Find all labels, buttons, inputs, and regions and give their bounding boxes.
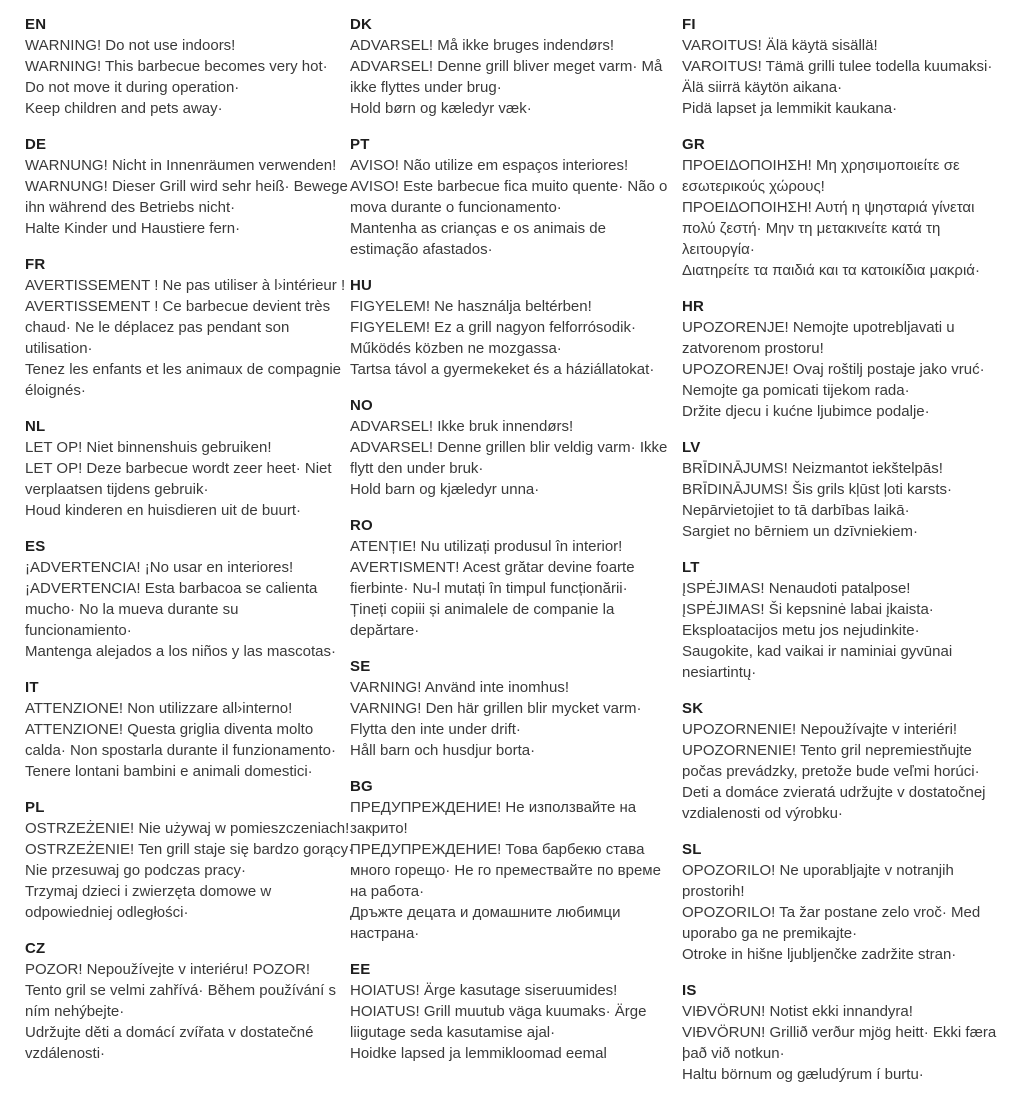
- warning-line: verplaatsen tijdens gebruik·: [25, 481, 209, 498]
- warning-line: ATENȚIE! Nu utilizați produsul în interior!: [350, 538, 623, 555]
- warning-line: Nemojte ga pomicati tijekom rada·: [682, 382, 910, 399]
- language-section-lt: [682, 557, 1007, 683]
- language-code: DE: [25, 136, 47, 153]
- language-section-hu: [350, 275, 682, 380]
- warning-line: Eksploatacijos metu jos nejudinkite·: [682, 622, 920, 639]
- language-section-hr: [682, 296, 1007, 422]
- warning-column-1: [25, 14, 354, 1079]
- warning-line: VIÐVÖRUN! Grillið verður mjög heitt· Ekki færa: [682, 1024, 997, 1041]
- language-code: NO: [350, 397, 373, 414]
- language-section-ro: [350, 515, 682, 641]
- warning-line: depărtare·: [350, 622, 420, 639]
- language-code: NL: [25, 418, 46, 435]
- warning-line: nesiartintų·: [682, 664, 757, 681]
- language-section-fr: [25, 254, 350, 401]
- warning-line: Mantenha as crianças e os animais de: [350, 220, 606, 237]
- warning-line: Udržujte děti a domácí zvířata v dostatečné: [25, 1024, 314, 1041]
- warning-line: WARNUNG! Nicht in Innenräumen verwenden!: [25, 157, 337, 174]
- warning-line: VARNING! Använd inte inomhus!: [350, 679, 569, 696]
- warning-line: ΠΡΟΕΙΔΟΠΟΙΗΣΗ! Αυτή η ψησταριά γίνεται: [682, 199, 975, 216]
- warning-line: vzdálenosti·: [25, 1045, 106, 1062]
- warning-line: éloignés·: [25, 382, 86, 399]
- warning-line: εσωτερικούς χώρους!: [682, 178, 825, 195]
- language-section-is: [682, 980, 1007, 1085]
- language-code: SE: [350, 658, 371, 675]
- warning-line: ¡ADVERTENCIA! ¡No usar en interiores!: [25, 559, 294, 576]
- language-code: SL: [682, 841, 702, 858]
- warning-line: utilisation·: [25, 340, 93, 357]
- warning-line: það við notkun·: [682, 1045, 785, 1062]
- warning-line: ¡ADVERTENCIA! Esta barbacoa se calienta: [25, 580, 318, 597]
- warning-line: Nie przesuwaj go podczas pracy·: [25, 862, 246, 879]
- warning-line: FIGYELEM! Ne használja beltérben!: [350, 298, 592, 315]
- warning-line: много горещо· Не го премествайте по време: [350, 862, 661, 879]
- warning-column-2: [350, 14, 682, 1079]
- warning-line: Hold barn og kjæledyr unna·: [350, 481, 540, 498]
- language-section-sk: [682, 698, 1007, 824]
- language-section-fi: [682, 14, 1007, 119]
- language-code: ES: [25, 538, 46, 555]
- language-section-de: [25, 134, 350, 239]
- warning-line: AVISO! Não utilize em espaços interiores!: [350, 157, 629, 174]
- warning-line: ADVARSEL! Må ikke bruges indendørs!: [350, 37, 615, 54]
- warning-line: AVISO! Este barbecue fica muito quente· Não o: [350, 178, 668, 195]
- warning-line: Nepārvietojiet to tā darbības laikā·: [682, 502, 910, 519]
- warning-line: UPOZORENJE! Nemojte upotrebljavati u: [682, 319, 955, 336]
- warning-line: Halte Kinder und Haustiere fern·: [25, 220, 241, 237]
- language-code: LV: [682, 439, 701, 456]
- language-code: FI: [682, 16, 696, 33]
- language-section-nl: [25, 416, 350, 521]
- warning-line: ADVARSEL! Denne grill bliver meget varm· Må: [350, 58, 663, 75]
- warning-line: chaud· Ne le déplacez pas pendant son: [25, 319, 290, 336]
- warning-line: AVERTISMENT! Acest grătar devine foarte: [350, 559, 635, 576]
- warning-line: uporabo ga ne premikajte·: [682, 925, 858, 942]
- warning-line: OSTRZEŻENIE! Ten grill staje się bardzo gorący·: [25, 841, 354, 858]
- language-code: RO: [350, 517, 373, 534]
- warning-line: ĮSPĖJIMAS! Nenaudoti patalpose!: [682, 580, 911, 597]
- warning-line: ihn während des Betriebs nicht·: [25, 199, 236, 216]
- warning-line: Otroke in hišne ljubljenčke zadržite stran·: [682, 946, 957, 963]
- warning-line: ĮSPĖJIMAS! Ši kepsninė labai įkaista·: [682, 601, 934, 618]
- language-section-no: [350, 395, 682, 500]
- language-code: LT: [682, 559, 700, 576]
- language-code: PT: [350, 136, 370, 153]
- warning-line: Hoidke lapsed ja lemmikloomad eemal: [350, 1045, 607, 1062]
- warning-line: ATTENZIONE! Questa griglia diventa molto: [25, 721, 314, 738]
- warning-line: HOIATUS! Ärge kasutage siseruumides!: [350, 982, 618, 999]
- warning-line: Keep children and pets away·: [25, 100, 223, 117]
- warning-line: ADVARSEL! Ikke bruk innendørs!: [350, 418, 574, 435]
- warning-line: πολύ ζεστή· Μην τη μετακινείτε κατά τη: [682, 220, 941, 237]
- language-section-pl: [25, 797, 354, 923]
- warning-line: UPOZORENJE! Ovaj roštilj postaje jako vruć·: [682, 361, 985, 378]
- language-section-bg: [350, 776, 682, 944]
- warning-line: Tartsa távol a gyermekeket és a háziállatokat·: [350, 361, 655, 378]
- warning-line: odpowiedniej odległości·: [25, 904, 189, 921]
- warning-line: FIGYELEM! Ez a grill nagyon felforrósodik·: [350, 319, 636, 336]
- warning-line: mova durante o funcionamento·: [350, 199, 562, 216]
- language-section-sl: [682, 839, 1007, 965]
- language-code: FR: [25, 256, 46, 273]
- warning-line: ATTENZIONE! Non utilizzare all›interno!: [25, 700, 293, 717]
- warning-line: mucho· No la mueva durante su: [25, 601, 239, 618]
- language-section-pt: [350, 134, 682, 260]
- warning-line: настрана·: [350, 925, 420, 942]
- warning-line: Deti a domáce zvieratá udržujte v dostatočnej: [682, 784, 986, 801]
- warning-line: Hold børn og kæledyr væk·: [350, 100, 532, 117]
- language-code: DK: [350, 16, 373, 33]
- warning-line: ΠΡΟΕΙΔΟΠΟΙΗΣΗ! Μη χρησιμοποιείτε σε: [682, 157, 960, 174]
- warning-line: Дръжте децата и домашните любимци: [350, 904, 621, 921]
- language-code: CZ: [25, 940, 46, 957]
- language-code: IS: [682, 982, 697, 999]
- warning-line: λειτουργία·: [682, 241, 755, 258]
- warning-line: flytt den under bruk·: [350, 460, 484, 477]
- warning-line: Tenez les enfants et les animaux de compagnie: [25, 361, 342, 378]
- warning-line: UPOZORNENIE! Nepoužívajte v interiéri!: [682, 721, 958, 738]
- warning-line: vzdialenosti od výrobku·: [682, 805, 843, 822]
- language-section-en: [25, 14, 350, 119]
- warning-line: WARNUNG! Dieser Grill wird sehr heiß· Bewege: [25, 178, 348, 195]
- warning-line: POZOR! Nepoužívejte v interiéru! POZOR!: [25, 961, 311, 978]
- warning-line: Pidä lapset ja lemmikit kaukana·: [682, 100, 898, 117]
- warning-line: Houd kinderen en huisdieren uit de buurt·: [25, 502, 302, 519]
- language-section-it: [25, 677, 350, 782]
- warning-line: Țineți copiii și animalele de companie la: [350, 601, 615, 618]
- warning-line: Tenere lontani bambini e animali domestici·: [25, 763, 313, 780]
- warning-line: OPOZORILO! Ne uporabljajte v notranjih: [682, 862, 954, 879]
- warning-line: Älä siirrä käytön aikana·: [682, 79, 843, 96]
- warning-line: prostorih!: [682, 883, 745, 900]
- warning-line: BRĪDINĀJUMS! Neizmantot iekštelpās!: [682, 460, 943, 477]
- language-section-lv: [682, 437, 1007, 542]
- warning-line: Működés közben ne mozgassa·: [350, 340, 562, 357]
- warning-line: закрито!: [350, 820, 408, 837]
- language-code: GR: [682, 136, 705, 153]
- warning-line: ПРЕДУПРЕЖДЕНИЕ! Това барбекю става: [350, 841, 645, 858]
- warning-line: VIÐVÖRUN! Notist ekki innandyra!: [682, 1003, 913, 1020]
- warning-line: Haltu börnum og gæludýrum í burtu·: [682, 1066, 924, 1083]
- warning-line: ПРЕДУПРЕЖДЕНИЕ! Не използвайте на: [350, 799, 637, 816]
- warning-line: VAROITUS! Tämä grilli tulee todella kuumaksi·: [682, 58, 993, 75]
- warning-column-3: [682, 14, 1007, 1100]
- language-code: IT: [25, 679, 39, 696]
- warning-line: ADVARSEL! Denne grillen blir veldig varm· Ikke: [350, 439, 668, 456]
- warning-line: Do not move it during operation·: [25, 79, 240, 96]
- language-code: SK: [682, 700, 704, 717]
- warning-line: OSTRZEŻENIE! Nie używaj w pomieszczeniach!: [25, 820, 350, 837]
- warning-line: estimação afastados·: [350, 241, 493, 258]
- warning-line: VAROITUS! Älä käytä sisällä!: [682, 37, 878, 54]
- warning-line: Flytta den inte under drift·: [350, 721, 521, 738]
- warning-line: Saugokite, kad vaikai ir naminiai gyvūnai: [682, 643, 953, 660]
- language-section-cz: [25, 938, 350, 1064]
- warning-line: funcionamiento·: [25, 622, 132, 639]
- warning-line: на работа·: [350, 883, 425, 900]
- language-code: HR: [682, 298, 705, 315]
- language-code: EN: [25, 16, 47, 33]
- warning-line: Držite djecu i kućne ljubimce podalje·: [682, 403, 930, 420]
- warning-line: zatvorenom prostoru!: [682, 340, 824, 357]
- warning-line: UPOZORNENIE! Tento gril nepremiestňujte: [682, 742, 972, 759]
- language-code: PL: [25, 799, 45, 816]
- warning-line: ním nehýbejte·: [25, 1003, 125, 1020]
- warning-line: fierbinte· Nu-l mutați în timpul funcționării·: [350, 580, 628, 597]
- warning-line: AVERTISSEMENT ! Ne pas utiliser à l›intérieur !: [25, 277, 346, 294]
- warning-line: calda· Non spostarla durante il funzionamento·: [25, 742, 337, 759]
- warning-line: Trzymaj dzieci i zwierzęta domowe w: [25, 883, 272, 900]
- warning-line: OPOZORILO! Ta žar postane zelo vroč· Med: [682, 904, 981, 921]
- warning-line: Διατηρείτε τα παιδιά και τα κατοικίδια μακριά·: [682, 262, 980, 279]
- warning-line: VARNING! Den här grillen blir mycket varm·: [350, 700, 642, 717]
- language-section-dk: [350, 14, 682, 119]
- warning-line: Tento gril se velmi zahřívá· Během používání s: [25, 982, 336, 999]
- warning-line: Håll barn och husdjur borta·: [350, 742, 536, 759]
- warning-line: Sargiet no bērniem un dzīvniekiem·: [682, 523, 918, 540]
- warning-line: LET OP! Niet binnenshuis gebruiken!: [25, 439, 272, 456]
- warning-line: ikke flyttes under brug·: [350, 79, 502, 96]
- warning-columns: [25, 14, 1014, 1100]
- warning-line: WARNING! This barbecue becomes very hot·: [25, 58, 328, 75]
- language-section-es: [25, 536, 350, 662]
- warning-line: HOIATUS! Grill muutub väga kuumaks· Ärge: [350, 1003, 647, 1020]
- warning-line: BRĪDINĀJUMS! Šis grils kļūst ļoti karsts·: [682, 481, 953, 498]
- language-code: EE: [350, 961, 371, 978]
- language-code: BG: [350, 778, 373, 795]
- warning-line: počas prevádzky, pretože bude veľmi horúci·: [682, 763, 980, 780]
- warning-line: AVERTISSEMENT ! Ce barbecue devient très: [25, 298, 331, 315]
- language-section-gr: [682, 134, 1007, 281]
- warning-line: Mantenga alejados a los niños y las mascotas·: [25, 643, 337, 660]
- warning-line: WARNING! Do not use indoors!: [25, 37, 236, 54]
- warning-line: LET OP! Deze barbecue wordt zeer heet· Niet: [25, 460, 332, 477]
- language-section-ee: [350, 959, 682, 1064]
- warning-line: liigutage seda kasutamise ajal·: [350, 1024, 556, 1041]
- language-section-se: [350, 656, 682, 761]
- language-code: HU: [350, 277, 373, 294]
